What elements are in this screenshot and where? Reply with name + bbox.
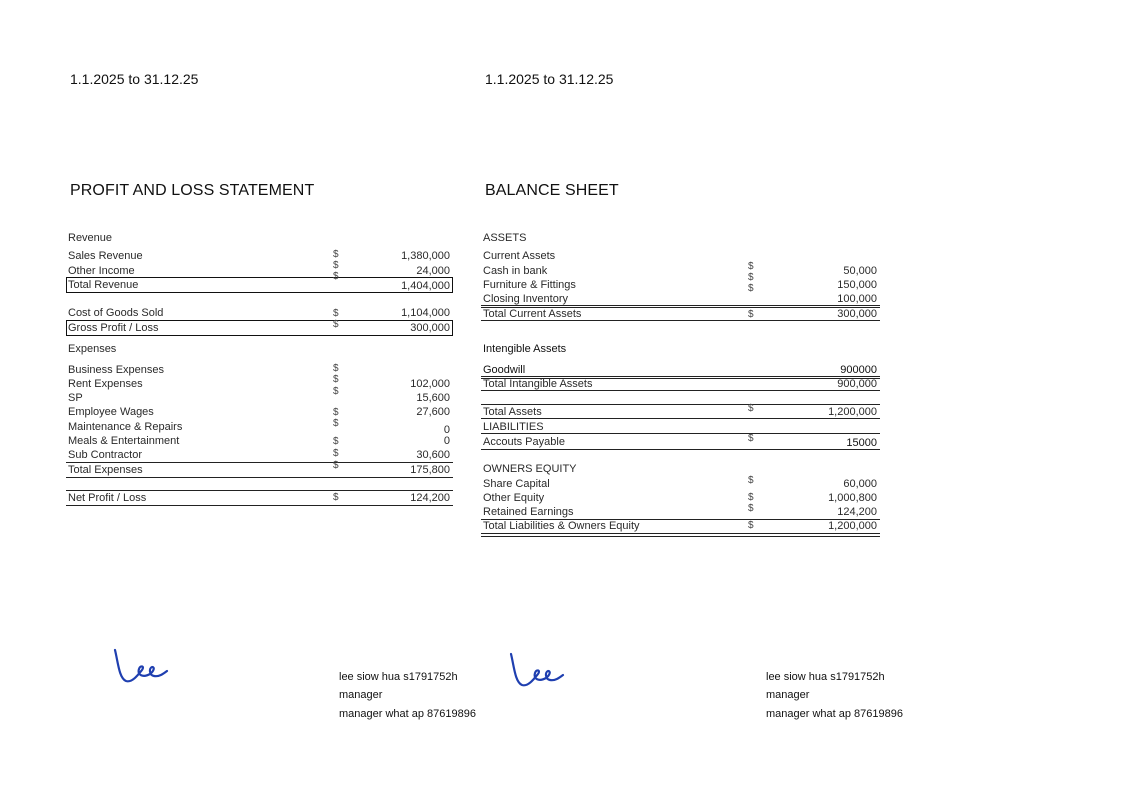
pl-meals-value: 0 [443, 435, 450, 447]
pl-rent-expenses-label: Rent Expenses [68, 378, 143, 390]
bs-accounts-payable-label: Accouts Payable [483, 436, 565, 448]
bs-goodwill-label: Goodwill [483, 364, 526, 376]
bs-retained-earnings-value: 124,200 [837, 506, 877, 518]
bs-other-equity-currency: $ [748, 492, 754, 503]
pl-cogs-label: Cost of Goods Sold [68, 307, 164, 319]
pl-sub-contractor-currency: $ [333, 448, 339, 459]
pl-meals-currency: $ [333, 436, 339, 447]
bs-accounts-payable-value: 15000 [846, 437, 877, 449]
bs-total-assets-label: Total Assets [483, 406, 542, 418]
bs-retained-earnings-label: Retained Earnings [483, 506, 574, 518]
bs-furniture-currency: $ [748, 272, 754, 283]
bs-intangible-label: Intengible Assets [483, 343, 567, 355]
pl-total-expenses-currency: $ [333, 460, 339, 471]
pl-sales-revenue-value: 1,380,000 [401, 250, 450, 262]
bs-total-current-currency: $ [748, 309, 754, 320]
pl-total-revenue-label: Total Revenue [68, 279, 139, 291]
pl-sales-revenue-label: Sales Revenue [68, 250, 143, 262]
pl-cogs-value: 1,104,000 [401, 307, 450, 319]
pl-total-expenses-rule [66, 462, 453, 463]
pl-sp-value: 15,600 [416, 392, 450, 404]
bs-total-current-value: 300,000 [837, 308, 877, 320]
pl-total-expenses-value: 175,800 [410, 464, 450, 476]
bs-share-capital-currency: $ [748, 475, 754, 486]
pl-net-profit-rule [66, 490, 453, 491]
bs-furniture-label: Furniture & Fittings [483, 279, 576, 291]
pl-net-profit-underline [66, 505, 453, 506]
pl-employee-wages-value: 27,600 [416, 406, 450, 418]
bs-total-liab-equity-label: Total Liabilities & Owners Equity [483, 520, 640, 532]
bs-total-assets-underline [481, 418, 880, 419]
pl-title: PROFIT AND LOSS STATEMENT [70, 182, 315, 199]
bs-total-assets-rule [481, 404, 880, 405]
pl-maintenance-currency: $ [333, 418, 339, 429]
pl-sub-contractor-label: Sub Contractor [68, 449, 142, 461]
bs-total-liab-equity-underline [481, 533, 880, 534]
pl-maintenance-value: 0 [443, 424, 450, 436]
bs-inventory-value: 100,000 [837, 293, 877, 305]
bs-owners-equity-label: OWNERS EQUITY [483, 463, 577, 475]
bs-retained-earnings-currency: $ [748, 503, 754, 514]
pl-revenue-label: Revenue [68, 232, 113, 244]
pl-net-profit-currency: $ [333, 492, 339, 503]
bs-total-assets-currency: $ [748, 403, 754, 414]
bs-current-assets-label: Current Assets [483, 250, 556, 262]
pl-meals-label: Meals & Entertainment [68, 435, 180, 447]
pl-sp-currency: $ [333, 386, 339, 397]
pl-gross-profit-value: 300,000 [410, 322, 450, 334]
signer-contact-left: manager what ap 87619896 [339, 708, 476, 720]
pl-other-income-value: 24,000 [416, 265, 450, 277]
bs-accounts-payable-currency: $ [748, 433, 754, 444]
bs-total-assets-value: 1,200,000 [828, 406, 877, 418]
pl-gross-profit-label: Gross Profit / Loss [68, 322, 159, 334]
bs-date: 1.1.2025 to 31.12.25 [485, 71, 614, 87]
signature-left [112, 648, 172, 688]
bs-total-current-underline [481, 320, 880, 321]
pl-net-profit-value: 124,200 [410, 492, 450, 504]
bs-furniture-value: 150,000 [837, 279, 877, 291]
bs-share-capital-label: Share Capital [483, 478, 550, 490]
pl-business-expenses-label: Business Expenses [68, 364, 164, 376]
pl-employee-wages-currency: $ [333, 407, 339, 418]
bs-total-current-rule [481, 305, 880, 306]
signer-name-right: lee siow hua s1791752h [766, 671, 885, 683]
pl-sub-contractor-value: 30,600 [416, 449, 450, 461]
pl-other-income-label: Other Income [68, 265, 135, 277]
pl-total-expenses-underline [66, 477, 453, 478]
bs-total-intangible-label: Total Intangible Assets [483, 378, 593, 390]
bs-other-equity-label: Other Equity [483, 492, 545, 504]
bs-cash-value: 50,000 [843, 265, 877, 277]
bs-share-capital-value: 60,000 [843, 478, 877, 490]
pl-cogs-currency: $ [333, 308, 339, 319]
pl-total-expenses-label: Total Expenses [68, 464, 143, 476]
pl-rent-expenses-currency: $ [333, 374, 339, 385]
bs-liabilities-label: LIABILITIES [483, 421, 544, 433]
bs-total-liab-equity-value: 1,200,000 [828, 520, 877, 532]
pl-maintenance-label: Maintenance & Repairs [68, 421, 183, 433]
bs-liabilities-rule [481, 433, 880, 434]
signature-right [508, 652, 568, 692]
bs-assets-label: ASSETS [483, 232, 527, 244]
signer-role-right: manager [766, 689, 810, 701]
pl-gross-profit-currency: $ [333, 319, 339, 330]
bs-goodwill-value: 900000 [840, 364, 877, 376]
bs-total-liab-equity-currency: $ [748, 520, 754, 531]
pl-other-income-currency: $ [333, 260, 339, 271]
bs-total-intangible-underline [481, 390, 880, 391]
pl-rent-expenses-value: 102,000 [410, 378, 450, 390]
bs-cash-currency: $ [748, 261, 754, 272]
signer-contact-right: manager what ap 87619896 [766, 708, 903, 720]
pl-expenses-label: Expenses [68, 343, 117, 355]
pl-total-revenue-value: 1,404,000 [401, 280, 450, 292]
bs-inventory-label: Closing Inventory [483, 293, 568, 305]
pl-net-profit-label: Net Profit / Loss [68, 492, 147, 504]
pl-date: 1.1.2025 to 31.12.25 [70, 71, 199, 87]
signer-role-left: manager [339, 689, 383, 701]
bs-inventory-currency: $ [748, 283, 754, 294]
pl-sp-label: SP [68, 392, 83, 404]
pl-business-expenses-currency: $ [333, 363, 339, 374]
bs-goodwill-rule [481, 376, 880, 377]
pl-employee-wages-label: Employee Wages [68, 406, 154, 418]
pl-sales-revenue-currency: $ [333, 249, 339, 260]
bs-total-liab-equity-underline-2 [481, 536, 880, 537]
bs-other-equity-value: 1,000,800 [828, 492, 877, 504]
bs-cash-label: Cash in bank [483, 265, 548, 277]
signer-name-left: lee siow hua s1791752h [339, 671, 458, 683]
pl-total-revenue-currency: $ [333, 271, 339, 282]
bs-title: BALANCE SHEET [485, 182, 619, 199]
bs-total-current-label: Total Current Assets [483, 308, 582, 320]
bs-accounts-payable-underline [481, 449, 880, 450]
bs-total-intangible-value: 900,000 [837, 378, 877, 390]
